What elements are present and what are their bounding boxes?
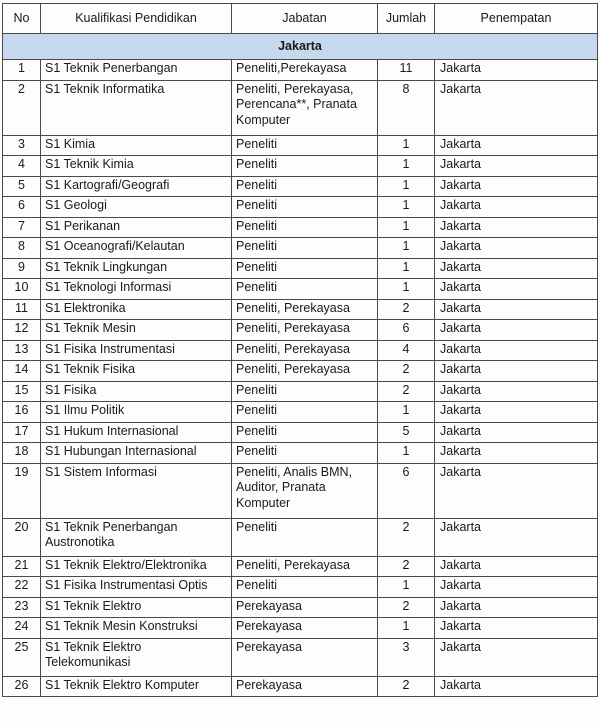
- cell-no: 18: [3, 443, 41, 464]
- cell-jumlah: 6: [378, 320, 435, 341]
- cell-jabatan: Peneliti, Perekayasa: [232, 320, 378, 341]
- cell-no: 4: [3, 156, 41, 177]
- cell-kualifikasi: S1 Hubungan Internasional: [41, 443, 232, 464]
- cell-kualifikasi: S1 Teknologi Informasi: [41, 279, 232, 300]
- cell-jumlah: 1: [378, 402, 435, 423]
- cell-kualifikasi: S1 Perikanan: [41, 217, 232, 238]
- formation-table: [2, 3, 598, 697]
- cell-penempatan: Jakarta: [435, 80, 598, 135]
- table-row: [3, 340, 598, 361]
- cell-no: 9: [3, 258, 41, 279]
- cell-jabatan: Peneliti, Perekayasa: [232, 299, 378, 320]
- table-row: [3, 463, 598, 518]
- cell-penempatan: Jakarta: [435, 176, 598, 197]
- cell-jumlah: 2: [378, 361, 435, 382]
- table-row: [3, 320, 598, 341]
- cell-penempatan: Jakarta: [435, 258, 598, 279]
- cell-jumlah: 3: [378, 638, 435, 676]
- cell-jabatan: Peneliti: [232, 258, 378, 279]
- cell-jumlah: 2: [378, 299, 435, 320]
- cell-jumlah: 2: [378, 676, 435, 697]
- cell-kualifikasi: S1 Ilmu Politik: [41, 402, 232, 423]
- cell-jumlah: 6: [378, 463, 435, 518]
- table-row: [3, 197, 598, 218]
- table-row: [3, 638, 598, 676]
- cell-penempatan: Jakarta: [435, 402, 598, 423]
- cell-penempatan: Jakarta: [435, 443, 598, 464]
- cell-no: 10: [3, 279, 41, 300]
- cell-jumlah: 11: [378, 60, 435, 81]
- cell-no: 16: [3, 402, 41, 423]
- cell-jumlah: 2: [378, 381, 435, 402]
- cell-jumlah: 1: [378, 135, 435, 156]
- cell-penempatan: Jakarta: [435, 279, 598, 300]
- cell-jumlah: 1: [378, 238, 435, 259]
- cell-jabatan: Peneliti: [232, 197, 378, 218]
- cell-kualifikasi: S1 Fisika Instrumentasi Optis: [41, 577, 232, 598]
- table-row: [3, 443, 598, 464]
- cell-kualifikasi: S1 Teknik Elektro/Elektronika: [41, 556, 232, 577]
- cell-jumlah: 2: [378, 518, 435, 556]
- cell-no: 14: [3, 361, 41, 382]
- header-jabatan: Jabatan: [232, 4, 378, 34]
- table-row: [3, 135, 598, 156]
- cell-jabatan: Peneliti, Perekayasa: [232, 556, 378, 577]
- cell-kualifikasi: S1 Teknik Fisika: [41, 361, 232, 382]
- cell-jabatan: Peneliti: [232, 443, 378, 464]
- table-row: [3, 556, 598, 577]
- cell-kualifikasi: S1 Fisika Instrumentasi: [41, 340, 232, 361]
- cell-jabatan: Peneliti: [232, 577, 378, 598]
- table-row: [3, 597, 598, 618]
- cell-no: 12: [3, 320, 41, 341]
- cell-jabatan: Peneliti: [232, 217, 378, 238]
- cell-no: 22: [3, 577, 41, 598]
- cell-no: 19: [3, 463, 41, 518]
- table-row: [3, 217, 598, 238]
- cell-jumlah: 1: [378, 176, 435, 197]
- cell-jumlah: 4: [378, 340, 435, 361]
- cell-penempatan: Jakarta: [435, 638, 598, 676]
- cell-jabatan: Peneliti: [232, 176, 378, 197]
- cell-jumlah: 1: [378, 197, 435, 218]
- cell-penempatan: Jakarta: [435, 340, 598, 361]
- cell-jumlah: 8: [378, 80, 435, 135]
- cell-kualifikasi: S1 Teknik Kimia: [41, 156, 232, 177]
- cell-jabatan: Peneliti, Perekayasa: [232, 361, 378, 382]
- table-row: [3, 518, 598, 556]
- cell-kualifikasi: S1 Geologi: [41, 197, 232, 218]
- cell-jumlah: 1: [378, 217, 435, 238]
- cell-jabatan: Peneliti, Perekayasa: [232, 340, 378, 361]
- header-row: [3, 4, 598, 34]
- cell-jumlah: 1: [378, 258, 435, 279]
- cell-kualifikasi: S1 Hukum Internasional: [41, 422, 232, 443]
- cell-jabatan: Peneliti: [232, 156, 378, 177]
- table-row: [3, 618, 598, 639]
- cell-kualifikasi: S1 Teknik Mesin Konstruksi: [41, 618, 232, 639]
- cell-no: 2: [3, 80, 41, 135]
- cell-no: 8: [3, 238, 41, 259]
- cell-kualifikasi: S1 Teknik Elektro: [41, 597, 232, 618]
- cell-jabatan: Peneliti, Perekayasa, Perencana**, Pranata Komputer: [232, 80, 378, 135]
- table-row: [3, 176, 598, 197]
- cell-jumlah: 2: [378, 556, 435, 577]
- cell-kualifikasi: S1 Teknik Lingkungan: [41, 258, 232, 279]
- cell-jumlah: 2: [378, 597, 435, 618]
- cell-jabatan: Peneliti: [232, 518, 378, 556]
- cell-jabatan: Perekayasa: [232, 676, 378, 697]
- cell-no: 23: [3, 597, 41, 618]
- region-label: Jakarta: [3, 34, 598, 60]
- cell-jabatan: Peneliti: [232, 135, 378, 156]
- header-jumlah: Jumlah: [378, 4, 435, 34]
- cell-penempatan: Jakarta: [435, 156, 598, 177]
- cell-kualifikasi: S1 Teknik Informatika: [41, 80, 232, 135]
- cell-kualifikasi: S1 Oceanografi/Kelautan: [41, 238, 232, 259]
- cell-jabatan: Peneliti: [232, 238, 378, 259]
- cell-penempatan: Jakarta: [435, 361, 598, 382]
- table-row: [3, 258, 598, 279]
- cell-no: 25: [3, 638, 41, 676]
- cell-no: 11: [3, 299, 41, 320]
- cell-penempatan: Jakarta: [435, 238, 598, 259]
- cell-no: 7: [3, 217, 41, 238]
- cell-penempatan: Jakarta: [435, 556, 598, 577]
- cell-penempatan: Jakarta: [435, 463, 598, 518]
- cell-penempatan: Jakarta: [435, 217, 598, 238]
- cell-kualifikasi: S1 Teknik Penerbangan Austronotika: [41, 518, 232, 556]
- header-no: No: [3, 4, 41, 34]
- cell-no: 13: [3, 340, 41, 361]
- cell-penempatan: Jakarta: [435, 60, 598, 81]
- cell-kualifikasi: S1 Sistem Informasi: [41, 463, 232, 518]
- cell-penempatan: Jakarta: [435, 577, 598, 598]
- cell-no: 1: [3, 60, 41, 81]
- cell-jabatan: Peneliti: [232, 279, 378, 300]
- table-row: [3, 279, 598, 300]
- cell-kualifikasi: S1 Teknik Elektro Komputer: [41, 676, 232, 697]
- cell-jumlah: 5: [378, 422, 435, 443]
- cell-jumlah: 1: [378, 618, 435, 639]
- table-row: [3, 60, 598, 81]
- cell-penempatan: Jakarta: [435, 320, 598, 341]
- cell-jabatan: Peneliti: [232, 381, 378, 402]
- cell-kualifikasi: S1 Kartografi/Geografi: [41, 176, 232, 197]
- cell-penempatan: Jakarta: [435, 597, 598, 618]
- cell-jabatan: Peneliti, Analis BMN, Auditor, Pranata Komputer: [232, 463, 378, 518]
- cell-penempatan: Jakarta: [435, 422, 598, 443]
- cell-penempatan: Jakarta: [435, 299, 598, 320]
- cell-kualifikasi: S1 Fisika: [41, 381, 232, 402]
- cell-jabatan: Perekayasa: [232, 618, 378, 639]
- cell-kualifikasi: S1 Kimia: [41, 135, 232, 156]
- table-row: [3, 422, 598, 443]
- cell-jabatan: Peneliti: [232, 402, 378, 423]
- cell-no: 26: [3, 676, 41, 697]
- cell-penempatan: Jakarta: [435, 381, 598, 402]
- cell-kualifikasi: S1 Elektronika: [41, 299, 232, 320]
- cell-no: 21: [3, 556, 41, 577]
- table-row: [3, 238, 598, 259]
- cell-kualifikasi: S1 Teknik Mesin: [41, 320, 232, 341]
- cell-kualifikasi: S1 Teknik Penerbangan: [41, 60, 232, 81]
- cell-penempatan: Jakarta: [435, 618, 598, 639]
- cell-jumlah: 1: [378, 279, 435, 300]
- cell-no: 5: [3, 176, 41, 197]
- cell-no: 15: [3, 381, 41, 402]
- table-row: [3, 361, 598, 382]
- cell-jabatan: Peneliti,Perekayasa: [232, 60, 378, 81]
- table-row: [3, 156, 598, 177]
- cell-penempatan: Jakarta: [435, 518, 598, 556]
- table-row: [3, 80, 598, 135]
- cell-jabatan: Perekayasa: [232, 597, 378, 618]
- cell-no: 6: [3, 197, 41, 218]
- cell-jabatan: Peneliti: [232, 422, 378, 443]
- cell-jabatan: Perekayasa: [232, 638, 378, 676]
- cell-penempatan: Jakarta: [435, 135, 598, 156]
- cell-jumlah: 1: [378, 577, 435, 598]
- header-kualifikasi: Kualifikasi Pendidikan: [41, 4, 232, 34]
- cell-jumlah: 1: [378, 443, 435, 464]
- cell-no: 24: [3, 618, 41, 639]
- header-penempatan: Penempatan: [435, 4, 598, 34]
- table-row: [3, 381, 598, 402]
- cell-no: 3: [3, 135, 41, 156]
- table-row: [3, 577, 598, 598]
- cell-no: 17: [3, 422, 41, 443]
- cell-penempatan: Jakarta: [435, 197, 598, 218]
- cell-jumlah: 1: [378, 156, 435, 177]
- cell-no: 20: [3, 518, 41, 556]
- region-row: [3, 34, 598, 60]
- table-row: [3, 676, 598, 697]
- cell-penempatan: Jakarta: [435, 676, 598, 697]
- table-row: [3, 299, 598, 320]
- table-row: [3, 402, 598, 423]
- cell-kualifikasi: S1 Teknik Elektro Telekomunikasi: [41, 638, 232, 676]
